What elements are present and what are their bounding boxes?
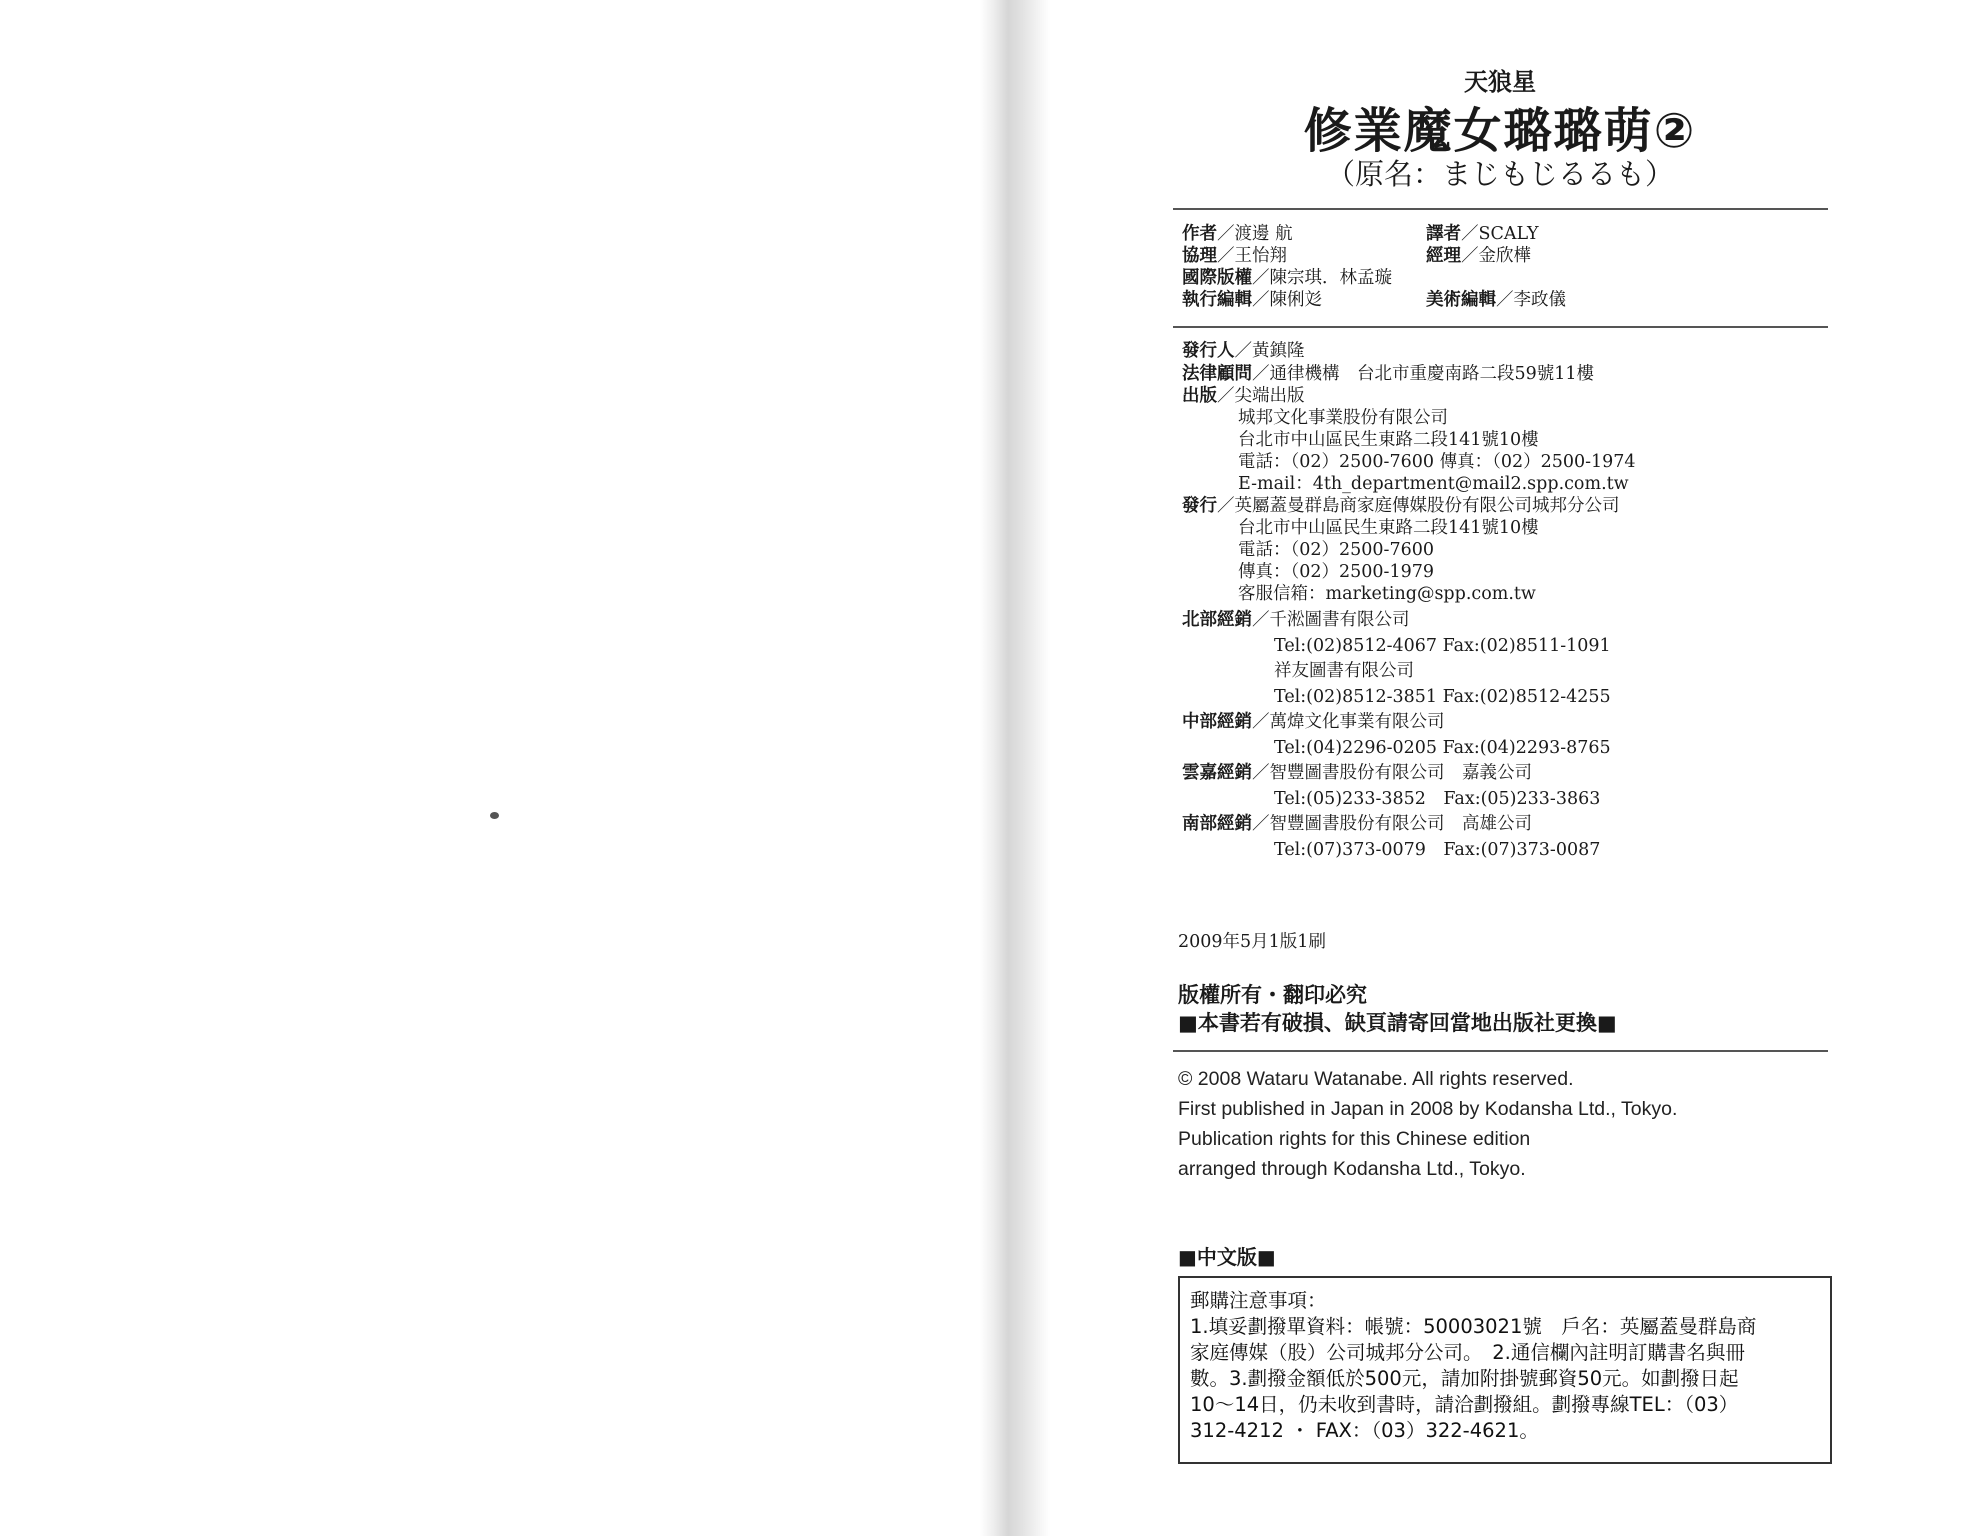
distribution-line: 發行／英屬蓋曼群島商家庭傳媒股份有限公司城邦分公司 [1182,496,1620,516]
ink-speck [490,812,499,819]
book-title: 修業魔女璐璐萌② [1303,103,1697,159]
original-title: （原名：まじもじるるも） [1325,157,1674,191]
staff-author: 作者／渡邊 航 [1182,224,1293,244]
north-distributor-tel: Tel:(02)8512-4067 Fax:(02)8511-1091 [1274,636,1611,656]
divider [1173,208,1828,210]
mail-order-line: 10～14日，仍未收到書時，請洽劃撥組。劃撥專線TEL：（03） [1190,1393,1739,1416]
north-distributor: 北部經銷／千淞圖書有限公司 [1182,610,1410,630]
rights-notice: 版權所有・翻印必究 [1178,983,1367,1007]
staff-associate: 協理／王怡翔 [1182,246,1287,266]
publisher-line: 發行人／黃鎮隆 [1182,341,1305,361]
mail-order-heading: 郵購注意事項： [1190,1289,1327,1312]
central-distributor: 中部經銷／萬煒文化事業有限公司 [1182,712,1445,732]
first-published-line: First published in Japan in 2008 by Kodansha Ltd., Tokyo. [1178,1098,1678,1120]
replacement-notice: ■本書若有破損、缺頁請寄回當地出版社更換■ [1178,1011,1617,1035]
book-spine [980,0,1050,1536]
distribution-phone: 電話：（02）2500-7600 [1238,540,1435,560]
arranged-through-line: arranged through Kodansha Ltd., Tokyo. [1178,1158,1526,1180]
central-distributor-tel: Tel:(04)2296-0205 Fax:(04)2293-8765 [1274,738,1611,758]
divider [1173,1050,1828,1052]
mail-order-line: 家庭傳媒（股）公司城邦分公司。 2.通信欄內註明訂購書名與冊 [1190,1341,1745,1364]
mail-order-line: 312-4212 ・ FAX：（03）322-4621。 [1190,1419,1539,1442]
publication-rights-line: Publication rights for this Chinese edition [1178,1128,1531,1150]
staff-art-editor: 美術編輯／李政儀 [1426,290,1566,310]
customer-service-email: 客服信箱：marketing@spp.com.tw [1238,584,1536,604]
south-distributor: 南部經銷／智豐圖書股份有限公司 高雄公司 [1182,814,1532,834]
distribution-address: 台北市中山區民生東路二段141號10樓 [1238,518,1539,538]
staff-editor: 執行編輯／陳俐彣 [1182,290,1322,310]
staff-translator: 譯者／SCALY [1426,224,1539,244]
mail-order-line: 數。3.劃撥金額低於500元，請加附掛號郵資50元。如劃撥日起 [1190,1367,1739,1390]
series-label: 天狼星 [1464,68,1536,96]
yunjia-distributor-tel: Tel:(05)233-3852 Fax:(05)233-3863 [1274,789,1601,809]
publisher-phone: 電話：（02）2500-7600 傳真：（02）2500-1974 [1238,452,1636,472]
chinese-edition-label: ■中文版■ [1178,1245,1276,1269]
edition-date: 2009年5月1版1刷 [1178,932,1326,952]
south-distributor-tel: Tel:(07)373-0079 Fax:(07)373-0087 [1274,840,1601,860]
legal-advisor-line: 法律顧問／通律機構 台北市重慶南路二段59號11樓 [1182,364,1595,384]
mail-order-line: 1.填妥劃撥單資料：帳號：50003021號 戶名：英屬蓋曼群島商 [1190,1315,1757,1338]
yunjia-distributor: 雲嘉經銷／智豐圖書股份有限公司 嘉義公司 [1182,763,1532,783]
mail-order-box [1178,1276,1832,1464]
staff-manager: 經理／金欣樺 [1426,246,1531,266]
staff-rights: 國際版權／陳宗琪．林孟璇 [1182,268,1392,288]
publisher-company: 城邦文化事業股份有限公司 [1238,408,1448,428]
copyright-line: © 2008 Wataru Watanabe. All rights reserved. [1178,1068,1574,1090]
divider [1173,326,1828,328]
imprint-line: 出版／尖端出版 [1182,386,1305,406]
publisher-email: E-mail：4th_department@mail2.spp.com.tw [1238,474,1629,494]
publisher-address: 台北市中山區民生東路二段141號10樓 [1238,430,1539,450]
north-distributor-2-tel: Tel:(02)8512-3851 Fax:(02)8512-4255 [1274,687,1611,707]
distribution-fax: 傳真：（02）2500-1979 [1238,562,1435,582]
north-distributor-2: 祥友圖書有限公司 [1274,661,1414,681]
